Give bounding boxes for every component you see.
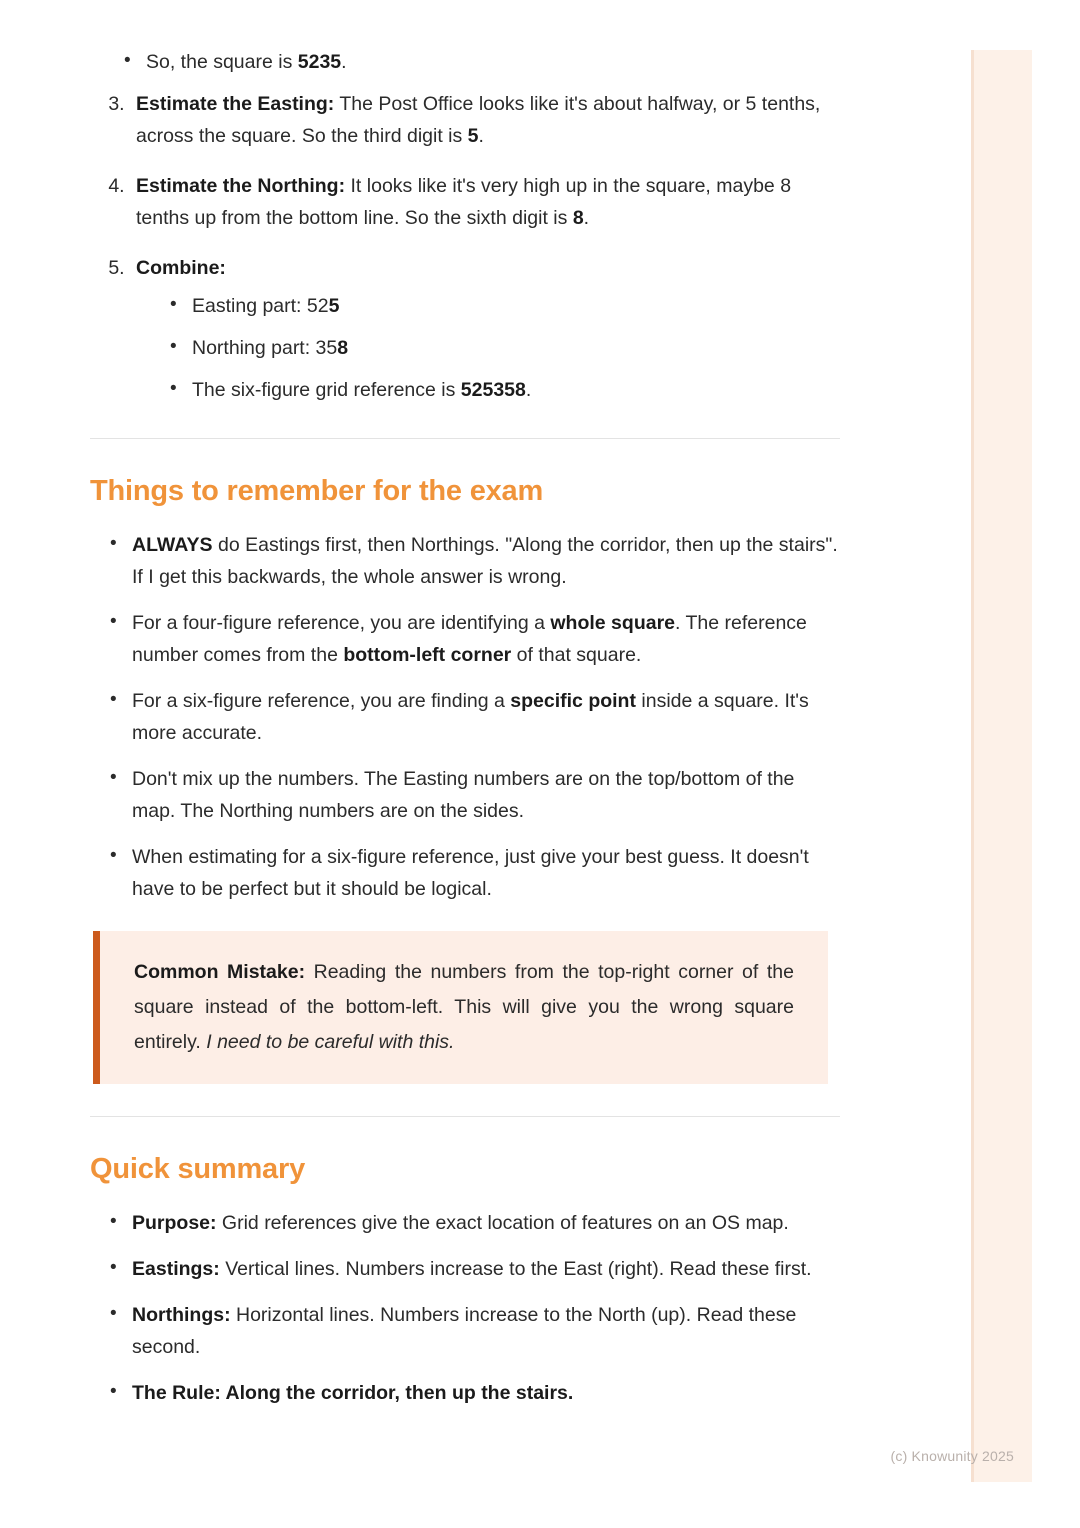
- combine-sub-list: [136, 290, 840, 406]
- list-item: • Northings: Horizontal lines. Numbers increase to the North (up). Read these second.: [102, 1299, 840, 1363]
- top-bullet-list: [90, 46, 840, 78]
- list-item: • For a four-figure reference, you are identifying a whole square. The reference number comes from the bottom-left corner of that square.: [102, 607, 840, 671]
- list-item: • The Rule: Along the corridor, then up the stairs.: [102, 1377, 840, 1409]
- list-item: • The six-figure grid reference is 525358.: [166, 374, 840, 406]
- section-divider-2: [90, 1116, 840, 1117]
- list-item: • Easting part: 525: [166, 290, 840, 322]
- step-text: Combine:: [136, 257, 226, 279]
- section-heading-summary: Quick summary: [90, 1153, 305, 1185]
- step-text: Estimate the Northing: It looks like it's very high up in the square, maybe 8 tenths up from the bottom line. So the sixth digit is 8.: [136, 175, 792, 229]
- exam-bullet-list: [90, 529, 840, 905]
- section-heading-exam: Things to remember for the exam: [90, 475, 544, 507]
- list-item: • So, the square is 5235.: [120, 46, 840, 78]
- list-item: • Don't mix up the numbers. The Easting numbers are on the top/bottom of the map. The Northing numbers are on the sides.: [102, 763, 840, 827]
- list-item: [130, 252, 840, 406]
- list-item: • Purpose: Grid references give the exact location of features on an OS map.: [102, 1207, 840, 1239]
- summary-bullet-list: [90, 1207, 840, 1409]
- list-item: [130, 170, 840, 234]
- list-item: • Northing part: 358: [166, 332, 840, 364]
- list-item: • ALWAYS do Eastings first, then Northings. "Along the corridor, then up the stairs". If I get this backwards, the whole answer is wrong.: [102, 529, 840, 593]
- page-side-stripe: [974, 50, 1032, 1482]
- list-item: • Eastings: Vertical lines. Numbers increase to the East (right). Read these first.: [102, 1253, 840, 1285]
- callout-text: Common Mistake: Reading the numbers from the top-right corner of the square instead of the bottom-left. This will give you the wrong square entirely. I need to be careful with this.: [134, 961, 794, 1053]
- list-item: [130, 88, 840, 152]
- list-item: • For a six-figure reference, you are finding a specific point inside a square. It's more accurate.: [102, 685, 840, 749]
- step-text: Estimate the Easting: The Post Office looks like it's about halfway, or 5 tenths, across the square. So the third digit is 5.: [136, 93, 821, 147]
- common-mistake-callout: [93, 931, 828, 1084]
- list-item: • When estimating for a six-figure reference, just give your best guess. It doesn't have to be perfect but it should be logical.: [102, 841, 840, 905]
- watermark: (c) Knowunity 2025: [890, 1448, 1014, 1464]
- section-divider: [90, 438, 840, 439]
- steps-list: [90, 88, 840, 406]
